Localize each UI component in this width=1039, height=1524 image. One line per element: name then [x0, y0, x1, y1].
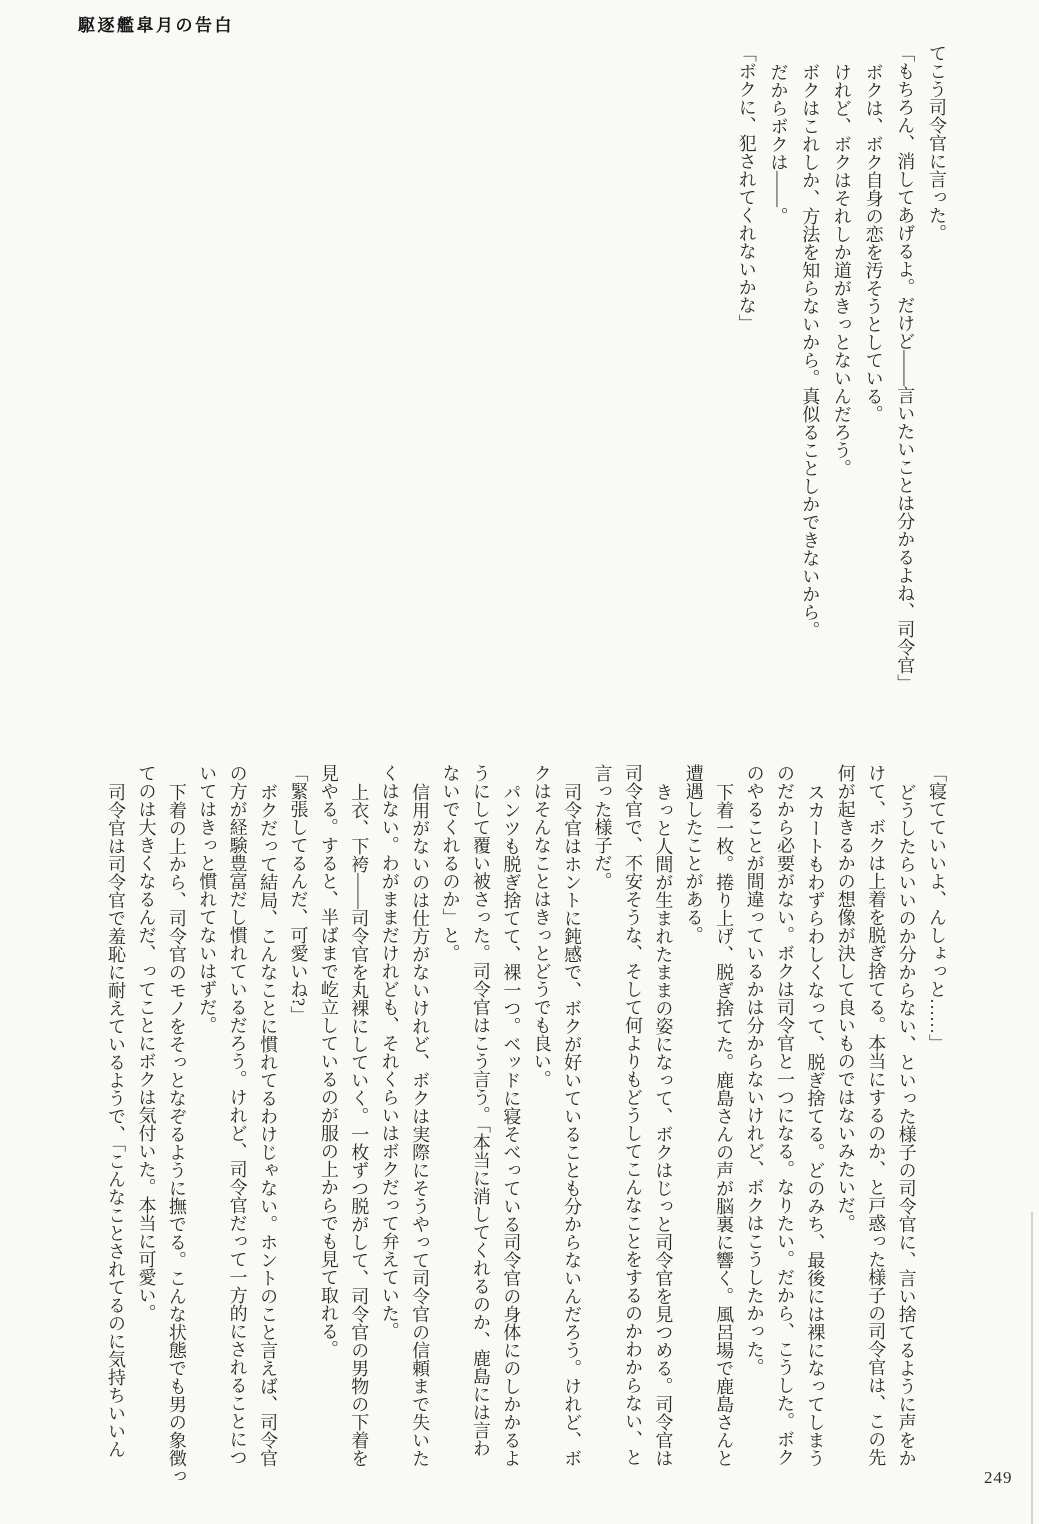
- text-column: ボクはこれしか、方法を知らないから。真似ることしかできないから。: [800, 63, 821, 639]
- text-column: ないでくれるのか」と。: [440, 764, 461, 962]
- text-column: のだから必要がない。ボクは司令官と一つになる。なりたい。だから、こうした。ボク: [774, 764, 795, 1466]
- text-column: どうしたらいいのか分からない、といった様子の司令官に、言い捨てるように声をか: [896, 783, 917, 1467]
- text-column: けて、ボクは上着を脱ぎ捨てる。本当にするのか、と戸惑った様子の司令官は、この先: [866, 764, 887, 1466]
- text-column: てこう司令官に言った。: [927, 44, 947, 242]
- page-number: 249: [984, 1468, 1013, 1487]
- text-block-1: [730, 44, 952, 704]
- text-column: 何が起きるかの想像が決して良いものではないみたいだ。: [835, 764, 856, 1232]
- text-column: 「寝てていいよ、んしょっと……」: [927, 764, 947, 1052]
- text-column: けれど、ボクはそれしか道がきっとないんだろう。: [831, 63, 852, 477]
- text-column: ボクは、ボク自身の恋を汚そうとしている。: [863, 63, 884, 423]
- text-column: 見やる。すると、半ばまで屹立しているのが服の上からでも見て取れる。: [318, 764, 339, 1358]
- text-column: 言った様子だ。: [592, 764, 613, 890]
- text-column: 信用がないのは仕方がないけれど、ボクは実際にそうやって司令官の信頼まで失いた: [410, 783, 431, 1467]
- text-column: 「緊張してるんだ、可愛いね?」: [288, 764, 309, 1024]
- text-block-2: [101, 764, 952, 1516]
- text-column: 下着一枚。捲り上げ、脱ぎ捨てた。鹿島さんの声が脳裏に響く。風呂場で鹿島さんと: [714, 783, 735, 1467]
- text-column: 司令官で、不安そうな、そして何よりもどうしてこんなことをするのかわからない、と: [622, 764, 643, 1466]
- text-column: てのは大きくなるんだ、ってことにボクは気付いた。本当に可愛い。: [136, 764, 157, 1322]
- text-column: 上衣、下袴——司令官を丸裸にしていく。一枚ずつ脱がして、司令官の男物の下着を: [349, 783, 370, 1467]
- text-column: ボクだって結局、こんなことに慣れてるわけじゃない。ホントのこと言えば、司令官: [258, 783, 279, 1467]
- text-column: だからボクは——。: [768, 63, 789, 225]
- text-column: いてはきっと慣れてないはずだ。: [197, 764, 218, 1034]
- text-column: くはない。わがままだけれども、それくらいはボクだって弁えていた。: [379, 764, 400, 1340]
- text-column: 司令官は司令官で羞恥に耐えているようで、「こんなことされてるのに気持ちいいん: [106, 783, 127, 1458]
- text-column: のやることが間違っているかは分からないけれど、ボクはこうしたかった。: [744, 764, 765, 1376]
- text-column: クはそんなことはきっとどうでも良い。: [531, 764, 552, 1088]
- text-column: きっと人間が生まれたままの姿になって、ボクはじっと司令官を見つめる。司令官は: [653, 783, 674, 1467]
- text-column: スカートもわずらわしくなって、脱ぎ捨てる。どのみち、最後には裸になってしまう: [805, 783, 826, 1467]
- text-column: うにして覆い被さった。司令官はこう言う。「本当に消してくれるのか、鹿島には言わ: [470, 764, 491, 1457]
- text-column: 遭遇したことがある。: [683, 764, 704, 944]
- text-column: の方が経験豊富だし慣れているだろう。けれど、司令官だって一方的にされることにつ: [227, 764, 248, 1466]
- text-column: 「ボクに、犯されてくれないかな」: [736, 44, 757, 332]
- running-header-title: 駆逐艦皐月の告白: [78, 16, 234, 35]
- text-column: 下着の上から、司令官のモノをそっとなぞるように撫でる。こんな状態でも男の象徴っ: [166, 783, 187, 1485]
- text-column: パンツも脱ぎ捨てて、裸一つ。ベッドに寝そべっている司令官の身体にのしかかるよ: [501, 783, 522, 1467]
- text-column: 「もちろん、消してあげるよ。だけど——言いたいことは分かるよね、司令官」: [895, 44, 916, 692]
- text-column: 司令官はホントに鈍感で、ボクが好いていることも分からないんだろう。けれど、ボ: [562, 783, 583, 1467]
